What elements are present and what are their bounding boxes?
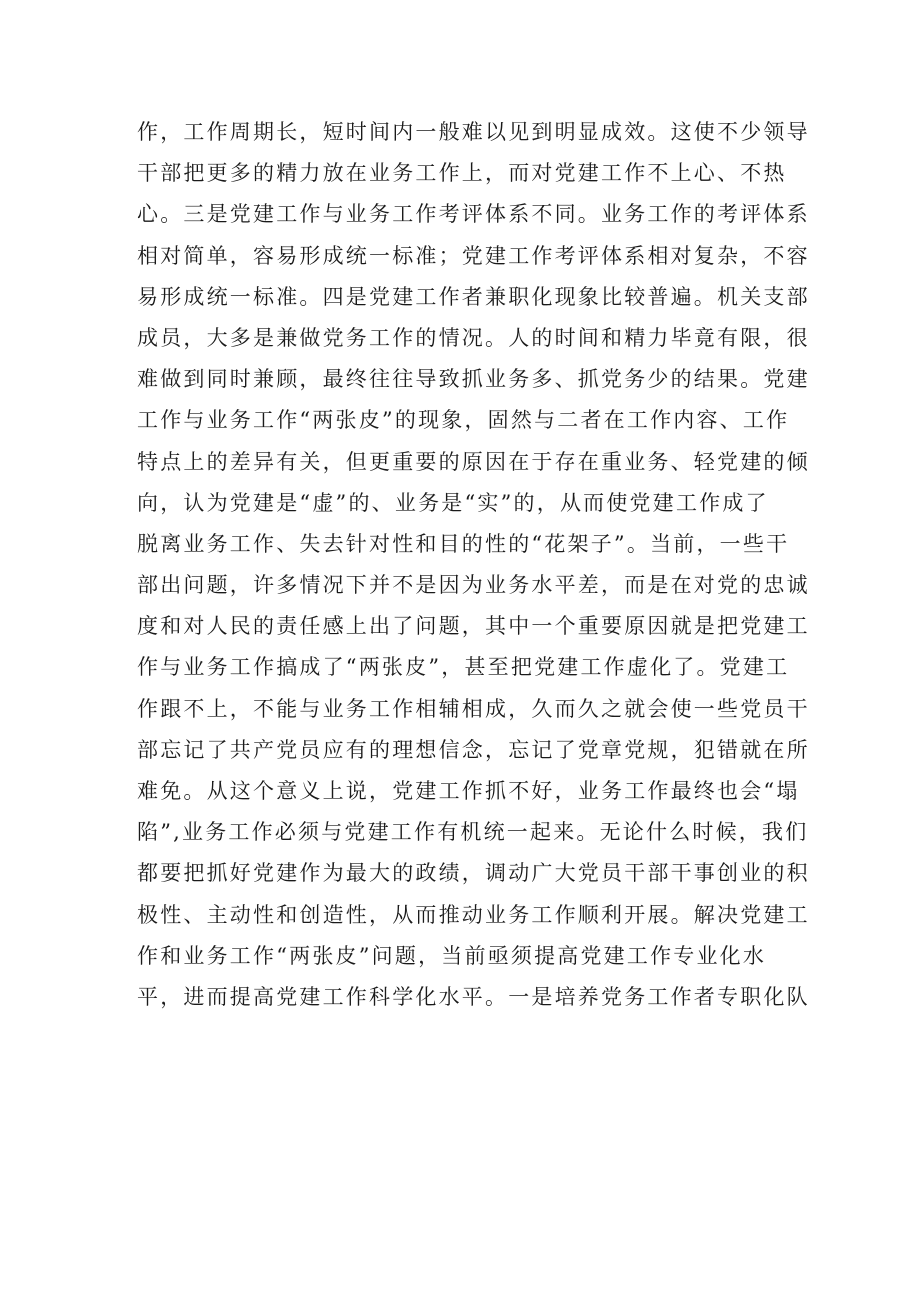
- text-line: 平，进而提高党建工作科学化水平。一是培养党务工作者专职化队: [137, 984, 810, 1009]
- text-line: 心。三是党建工作与业务工作考评体系不同。业务工作的考评体系: [137, 202, 810, 227]
- text-line: 向，认为党建是“虚”的、业务是“实”的，从而使党建工作成了: [137, 490, 769, 515]
- text-line: 难免。从这个意义上说，党建工作抓不好，业务工作最终也会“塌: [137, 779, 800, 803]
- text-line: 易形成统一标准。四是党建工作者兼职化现象比较普遍。机关支部: [137, 284, 810, 309]
- text-line: 极性、主动性和创造性，从而推动业务工作顺利开展。解决党建工: [137, 902, 810, 927]
- text-line: 成员，大多是兼做党务工作的情况。人的时间和精力毕竟有限，很: [137, 325, 810, 350]
- text-line: 部忘记了共产党员应有的理想信念，忘记了党章党规，犯错就在所: [137, 737, 810, 762]
- text-line: 陷”,业务工作必须与党建工作有机统一起来。无论什么时候，我们: [137, 820, 809, 845]
- text-line: 干部把更多的精力放在业务工作上，而对党建工作不上心、不热: [137, 161, 787, 186]
- text-line: 作与业务工作搞成了“两张皮”，甚至把党建工作虚化了。党建工: [137, 655, 790, 680]
- text-line: 都要把抓好党建作为最大的政绩，调动广大党员干部干事创业的积: [137, 861, 810, 886]
- text-line: 部出问题，许多情况下并不是因为业务水平差，而是在对党的忠诚: [137, 573, 810, 598]
- text-line: 相对简单，容易形成统一标准；党建工作考评体系相对复杂，不容: [137, 243, 810, 268]
- text-line: 作和业务工作“两张皮”问题，当前亟须提高党建工作专业化水: [137, 943, 767, 968]
- text-line: 作跟不上，不能与业务工作相辅相成，久而久之就会使一些党员干: [137, 696, 810, 721]
- text-line: 工作与业务工作“两张皮”的现象，固然与二者在工作内容、工作: [137, 408, 790, 433]
- text-line: 难做到同时兼顾，最终往往导致抓业务多、抓党务少的结果。党建: [137, 367, 810, 392]
- text-line: 作，工作周期长，短时间内一般难以见到明显成效。这使不少领导: [137, 120, 810, 144]
- text-line: 脱离业务工作、失去针对性和目的性的“花架子”。当前，一些干: [137, 531, 790, 556]
- text-line: 特点上的差异有关，但更重要的原因在于存在重业务、轻党建的倾: [137, 449, 810, 474]
- text-line: 度和对人民的责任感上出了问题，其中一个重要原因就是把党建工: [137, 614, 810, 639]
- body-paragraph: [137, 112, 810, 1018]
